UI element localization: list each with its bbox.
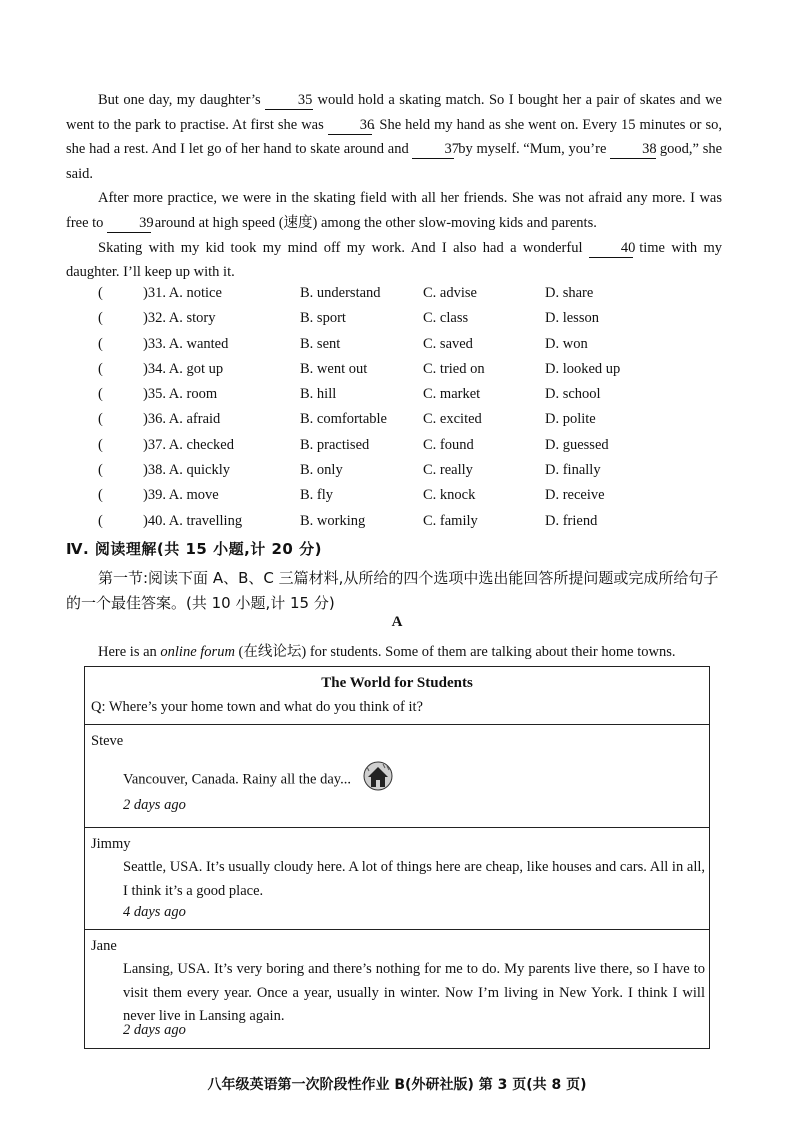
- option-b: B. practised: [300, 436, 370, 453]
- option-d: D. friend: [545, 512, 598, 529]
- instruction-text: 第一节:阅读下面 A、B、C 三篇材料,从所给的四个选项中选出能回答所提问题或完成所给句子的一个最佳答案。(共 10 小题,计 15 分): [66, 569, 719, 612]
- post-message: Seattle, USA. It’s usually cloudy here. A lot of things here are cheap, like houses and cars. All in all, I think it’s a good place.: [123, 859, 705, 899]
- option-a: )33. A. wanted: [143, 335, 229, 352]
- answer-paren: (: [98, 285, 103, 301]
- post-message: Lansing, USA. It’s very boring and there’s nothing for me to do. My parents live there, so I have to visit them every year. Once a year, usually in winter. Now I’m living in New York. I think I will never live in Lansing again.: [123, 961, 705, 1025]
- option-row-32: [98, 310, 718, 335]
- answer-paren: (: [98, 487, 103, 504]
- option-d: D. won: [545, 335, 588, 352]
- option-c: C. knock: [423, 487, 476, 504]
- option-c: C. really: [423, 462, 473, 479]
- option-row-39: [98, 487, 718, 512]
- answer-paren: (: [98, 411, 103, 428]
- option-a: )40. A. travelling: [143, 512, 243, 529]
- passage-text: . She held my hand as she went on. Every 15 minutes or so, she had a rest. And I let go of her hand to skate around and: [66, 116, 723, 158]
- blank-36: 36: [328, 116, 372, 135]
- passage-paragraph-2: [66, 186, 722, 235]
- option-row-38: [98, 462, 718, 487]
- intro-text: Here is an: [98, 644, 157, 660]
- option-a: )31. A. notice: [143, 285, 222, 301]
- option-d: D. school: [545, 386, 601, 403]
- option-a: )38. A. quickly: [143, 462, 230, 479]
- post-message: [123, 761, 705, 800]
- post-author: Steve: [91, 733, 124, 749]
- forum-question: Q: Where’s your home town and what do you think of it?: [91, 699, 423, 715]
- option-row-37: [98, 437, 718, 462]
- option-row-33: [98, 336, 718, 361]
- option-row-34: [98, 361, 718, 386]
- passage-intro: [98, 640, 675, 661]
- answer-paren: (: [98, 335, 103, 352]
- forum-box: [84, 666, 710, 1049]
- option-a: )39. A. move: [143, 487, 219, 504]
- option-a: )32. A. story: [143, 310, 216, 327]
- option-b: B. sport: [300, 310, 346, 327]
- blank-39: 39: [107, 214, 151, 233]
- passage-text: Skating with my kid took my mind off my work. And I also had a wonderful: [98, 239, 583, 256]
- answer-paren: (: [98, 512, 103, 529]
- cloze-passage: [66, 88, 722, 285]
- forum-post-steve: [85, 725, 709, 828]
- intro-text: (在线论坛) for students. Some of them are talking about their home towns.: [238, 644, 676, 660]
- passage-text: good,” she said.: [66, 141, 723, 182]
- forum-post-jane: [85, 930, 709, 1047]
- option-d: D. share: [545, 285, 594, 301]
- option-c: C. saved: [423, 335, 473, 352]
- passage-text: by myself. “Mum, you’re: [458, 141, 607, 158]
- house-in-rain-icon: [363, 761, 393, 800]
- option-d: D. receive: [545, 487, 605, 504]
- option-b: B. went out: [300, 360, 368, 377]
- option-b: B. comfortable: [300, 411, 387, 428]
- passage-text: around at high speed (速度) among the other slow-moving kids and parents.: [154, 214, 597, 231]
- passage-text: After more practice, we were in the skating field with all her friends. She was not afraid any more. I was free to: [66, 190, 722, 231]
- intro-emphasis: online forum: [160, 644, 235, 660]
- option-b: B. only: [300, 462, 343, 479]
- passage-paragraph-1: [66, 88, 722, 186]
- post-time: 2 days ago: [123, 797, 186, 813]
- forum-header: [85, 667, 709, 725]
- option-d: D. finally: [545, 462, 601, 479]
- option-c: C. family: [423, 512, 478, 529]
- blank-35: 35: [265, 91, 313, 110]
- answer-paren: (: [98, 462, 103, 479]
- forum-title: The World for Students: [321, 675, 473, 691]
- option-c: C. market: [423, 386, 481, 403]
- option-row-35: [98, 386, 718, 411]
- option-a: )37. A. checked: [143, 436, 234, 453]
- option-b: B. fly: [300, 487, 334, 504]
- blank-37: 37: [412, 140, 454, 159]
- answer-paren: (: [98, 310, 103, 327]
- blank-38: 38: [610, 140, 656, 159]
- option-row-36: [98, 411, 718, 436]
- option-d: D. guessed: [545, 436, 609, 453]
- page-footer: 八年级英语第一次阶段性作业 B(外研社版) 第 3 页(共 8 页): [207, 1077, 587, 1093]
- passage-text: time with my daughter. I’ll keep up with it.: [66, 239, 722, 281]
- answer-options: [98, 285, 718, 538]
- passage-text: would hold a skating match. So I bought her a pair of skates and we went to the park to practise. At first she was: [66, 92, 722, 133]
- answer-paren: (: [98, 360, 103, 377]
- answer-paren: (: [98, 386, 103, 403]
- option-a: )35. A. room: [143, 386, 218, 403]
- post-time: 2 days ago: [123, 1022, 186, 1038]
- section-instruction: [66, 566, 722, 616]
- forum-post-jimmy: [85, 828, 709, 930]
- option-b: B. sent: [300, 335, 341, 352]
- post-author: Jimmy: [91, 836, 131, 852]
- option-c: C. excited: [423, 411, 482, 428]
- option-d: D. lesson: [545, 310, 599, 327]
- option-d: D. polite: [545, 411, 596, 428]
- option-row-40: [98, 513, 718, 538]
- answer-paren: (: [98, 436, 103, 453]
- option-b: B. working: [300, 512, 366, 529]
- section-heading: Ⅳ. 阅读理解(共 15 小题,计 20 分): [66, 540, 322, 558]
- option-c: C. advise: [423, 285, 477, 301]
- passage-letter: A: [391, 614, 403, 630]
- option-c: C. tried on: [423, 360, 485, 377]
- option-row-31: [98, 285, 718, 310]
- blank-40: 40: [589, 239, 633, 258]
- passage-paragraph-3: [66, 236, 722, 285]
- option-a: )34. A. got up: [143, 360, 224, 377]
- post-author: Jane: [91, 938, 117, 954]
- option-b: B. hill: [300, 386, 337, 403]
- option-d: D. looked up: [545, 360, 621, 377]
- option-c: C. class: [423, 310, 469, 327]
- post-text: Vancouver, Canada. Rainy all the day...: [123, 771, 351, 788]
- post-time: 4 days ago: [123, 904, 186, 920]
- option-b: B. understand: [300, 285, 381, 301]
- passage-text: But one day, my daughter’s: [98, 92, 261, 108]
- option-a: )36. A. afraid: [143, 411, 221, 428]
- option-c: C. found: [423, 436, 474, 453]
